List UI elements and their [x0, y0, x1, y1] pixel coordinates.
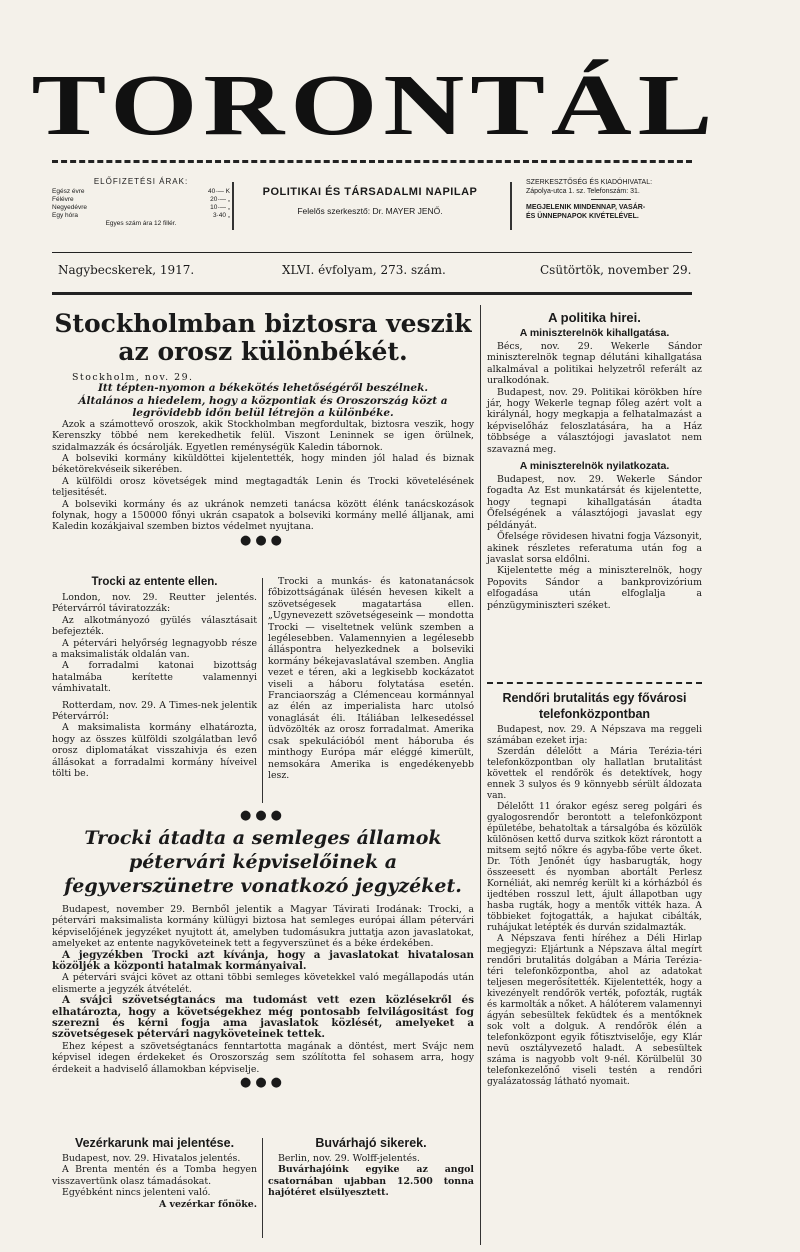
paragraph: A svájci szövetségtanács ma tudomást vett ezen közlésekről és elhatározta, hogy a követségekhez még pontosabb felvilágositást fog szerezni és kérni fogja ama javaslatok közlését, amelyeket a szövetségesek pétervári nagyköveteinek tettek.	[52, 994, 474, 1041]
dateline-issue: XLVI. évfolyam, 273. szám.	[282, 263, 446, 277]
politika-sub-2: A miniszterelnök nyilatkozata.	[519, 460, 670, 473]
paragraph: Bécs, nov. 29. Wekerle Sándor miniszterelnök tegnap délutáni kihallgatása alkalmával a politikai helyzetről referált az uralkodónak.	[487, 341, 702, 387]
paragraph: Kijelentette még a miniszterelnök, hogy Popovits Sándor a bankprovizórium elfogadása után elfoglalja a pénzügyminiszteri széket.	[487, 565, 702, 611]
main-subhead-2: Általános a hiedelem, hogy a központiak és Oroszország közt a legrövidebb időn belül létrejön a különbéke.	[78, 394, 448, 419]
paragraph: London, nov. 29. Reutter jelentés. Pétervárról táviratozzák:	[52, 592, 257, 615]
paragraph: Szerdán délelőtt a Mária Terézia-téri telefonközpontban oly hallatlan brutalitást követtek el rendőrök és detektívek, hogy ennek 3 sulyos és 9 könnyebb sérült áldozata van.	[487, 747, 702, 801]
article-trocki-note	[52, 826, 474, 1090]
buvarhajo-title: Buvárhajó sikerek.	[315, 1136, 427, 1150]
paragraph: Budapest, nov. 29. A Népszava ma reggeli számában ezeket irja:	[487, 725, 702, 746]
paragraph: Budapest, november 29. Bernből jelentik a Magyar Távirati Irodának: Trocki, a pétervári maksimalista kormány külügyi biztosa hat semleges európai állam pétervári képviselőjének jegyzéket nyujtott át, amelyben tudomásukra juttatja azon javaslatokat, amelyeket az entente nagyköveteinek tett a fegyverszünet és a béke érdekében.	[52, 904, 474, 950]
main-paragraph: A külföldi orosz követségek mind megtagadták Lenin és Trocki követelésének teljesitését.	[52, 475, 474, 499]
article-vezerkar	[52, 1136, 257, 1210]
single-issue-price: Egyes szám ára 12 fillér.	[105, 220, 177, 227]
publication-note: MEGJELENIK MINDENNAP, VASÁR-	[526, 204, 646, 211]
vezerkar-title: Vezérkarunk mai jelentése.	[74, 1136, 235, 1150]
main-byline: Stockholm, nov. 29.	[72, 372, 194, 383]
article-politika	[487, 310, 702, 611]
article-trocki-entente	[52, 576, 257, 780]
price-row: Negyedévre 10·— „	[52, 204, 230, 211]
paper-subtitle: POLITIKAI ÉS TÁRSADALMI NAPILAP	[262, 186, 478, 198]
politika-sub-1: A miniszterelnök kihallgatása.	[519, 327, 670, 339]
paragraph: Trocki a munkás- és katonatanácsok főbizottságának ülésén hevesen kikelt a szövetségesek magatartása ellen. „Ugynevezett szövetségeseink — mondotta Trocki — viseltetnek velünk szemben a legélesebben. Valamennyien a legélesebb álláspontra helyezkednek a bolseviki kormány békejavaslatával szemben. Anglia vezet e téren, aki a legkisebb kockázatot viseli a háboru folytatása esetén. Franciaország a Clémenceau kormánnyal az élén az imperialista harc utolsó vonaglását éli. Itáliában lelkesedéssel üdvözölték az orosz forradalmat. Amerika csak spekulációból ment háboruba és minthogy Európa már eléggé kimerült, nemsokára Amerika is engedékenyebb lesz.	[268, 576, 474, 781]
office-address: Zápolya-utca 1. sz. Telefonszám: 31.	[526, 188, 640, 195]
main-subhead-1: Itt tépten-nyomon a békekötés lehetőségéről beszélnek.	[97, 382, 429, 395]
section-ornament: ●●●	[239, 1075, 287, 1091]
article-rendori	[487, 690, 702, 1088]
section-ornament: ●●●	[239, 532, 287, 548]
paragraph: Berlin, nov. 29. Wolff-jelentés.	[278, 1153, 420, 1164]
column-divider	[480, 305, 481, 1245]
prices-heading: ELŐFIZETÉSI ÁRAK:	[93, 177, 189, 186]
divider	[510, 182, 512, 230]
paragraph: Budapest, nov. 29. Politikai körökben híre jár, hogy Wekerle tegnap főleg azért volt a királynál, hogy megkapja a felhatalmazást a képviselőház feloszlatására, ha a Ház többsége a választójogi javaslatot nem szavazná meg.	[487, 386, 702, 455]
subscription-prices	[52, 178, 230, 228]
price-row: Félévre 20·— „	[52, 196, 230, 203]
article-trocki-speech	[268, 576, 474, 781]
vezerkar-signature: A vezérkar főnöke.	[158, 1198, 257, 1210]
office-line: SZERKESZTŐSÉG ÉS KIADÓHIVATAL:	[526, 179, 653, 186]
paragraph: Buvárhajóink egyike az angol csatornában ujabban 12.500 tonna hajótéret elsülyesztett.	[268, 1164, 474, 1199]
price-row: Egész évre 40·— K	[52, 188, 230, 195]
paragraph: Egyébként nincs jelenteni való.	[62, 1187, 211, 1199]
paragraph: A pétervári svájci követ az ottani többi semleges követekkel való megállapodás után elismerte a jegyzék átvételét.	[52, 972, 474, 995]
paragraph: Ehez képest a szövetségtanács fenntartotta magának a döntést, mert Svájc nem képvisel idegen érdekeket és Oroszország sem szólította fel sohasem arra, hogy érdekeit a hadviselő államokban képviselje.	[52, 1040, 474, 1075]
publication-note-2: ÉS ÜNNEPNAPOK KIVÉTELÉVEL.	[526, 213, 639, 220]
article-buvarhajo	[268, 1136, 474, 1199]
main-article	[52, 310, 474, 548]
masthead-title: TORONTÁL	[31, 56, 719, 154]
trocki-note-headline: Trocki átadta a semleges államok pétervári képviselőinek a fegyverszünetre vonatkozó jegyzéket.	[64, 827, 462, 897]
paragraph: A jegyzékben Trocki azt kívánja, hogy a javaslatokat hivatalosan közöljék a központi hatalmak kormányaival.	[52, 948, 474, 973]
paragraph: A Népszava fenti híréhez a Déli Hirlap megjegyzi: Eljártunk a Népszava által megírt rendőri brutalitás dolgában a Mária Terézia-téri telefonközpontba, ahol az adatokat teljesen megerősítették. Kijelentették, hogy a kivezényelt rendőrök verték, pofozták, rugták és karmolták a nőket. A hálóterem valamennyi ágyán sebesültek feküdtek és a mentőknek sok volt a dolguk. A rendőrök élén a telefonközpont egyik főtisztviselője, egy Klár nevü osztályvezető haladt. A sebesültek száma is nagyobb volt 9-nél. Körülbelül 30 telefonkezelőnő viseli testén a rendőri gyalázatosság látható nyomait.	[487, 934, 702, 1087]
paragraph: Rotterdam, nov. 29. A Times-nek jelentik Pétervárról:	[52, 699, 257, 723]
section-ornament: ●●●	[239, 808, 287, 823]
dateline-place: Nagybecskerek, 1917.	[58, 263, 195, 277]
paragraph: A Brenta mentén és a Tomba hegyen visszavertünk olasz támadásokat.	[52, 1164, 257, 1187]
main-paragraph: A bolseviki kormány kiküldöttei kijelentették, hogy minden jól halad és biznak béketörekvéseik sikerében.	[52, 453, 474, 476]
dateline-day: Csütörtök, november 29.	[540, 263, 692, 277]
paragraph: Az alkotmányozó gyülés választásait befejezték.	[52, 614, 257, 638]
paragraph: Budapest, nov. 29. Wekerle Sándor fogadta Az Est munkatársát és kijelentette, hogy tegnapi kihallgatásán átadta Őfelségének a választójogi javaslat egy példányát.	[487, 474, 702, 531]
paper-subtitle-block	[240, 186, 500, 216]
price-row: Egy hóra 3·40 „	[52, 212, 230, 219]
paragraph: A maksimalista kormány elhatározta, hogy az összes külföldi szolgálatban levő orosz diplomatákat visszahivja és ezen állásokat a forradalmi kormány híveivel tölti be.	[52, 722, 257, 780]
politika-title: A politika hirei.	[548, 310, 641, 325]
editor-line: Felelős szerkesztő: Dr. MAYER JENŐ.	[297, 206, 443, 216]
paragraph: Délelőtt 11 órakor egész sereg polgári és gyalogosrendőr berontott a telefonközpont épületébe, behatoltak a társalgóba és közülök különösen kettő durva szitkok közt rárontott a mitsem sejtő nőkre és agyba-főbe verte őket. Dr. Tóth Jenőnét úgy hasbarugták, hogy összeesett és nyomban abortált Perlesz Kornéliát, aki nemrég került ki a kórházból és ijedtében rosszul lett, ájult állapotban ugy hasba rugták, hogy a mentők vitték haza. A többieket fojtogatták, a hajukat cibálták, ruhájukat letépték és durván szidalmazták.	[487, 802, 702, 933]
main-paragraph: A bolseviki kormány és az ukránok nemzeti tanácsa között élénk tanácskozások folynak, hogy a 150000 főnyi ukrán csapatok a bolseviki kormány mellé álljanak, ami Kaledin kozákjaival szemben biztos védelmet nyujtana.	[52, 498, 474, 533]
rendori-title: Rendőri brutalitás egy fővárosi telefonközpontban	[502, 691, 687, 721]
divider	[232, 182, 234, 230]
main-paragraph: Azok a számottevő oroszok, akik Stockholmban megfordultak, biztosra veszik, hogy Kerenszky többé nem kerekedhetik felül. Viszont Leninnek se igen örülnek, szidalmazzák és ócsárolják. Egyetlen reménységük Kaledin tábornok.	[52, 418, 474, 453]
paragraph: Őfelsége rövidesen hivatni fogja Vázsonyit, akinek részletes referatuma után fog a javaslat sorsa eldőlni.	[487, 531, 702, 565]
office-info	[526, 178, 696, 221]
main-headline: Stockholmban biztosra veszik az orosz különbékét.	[54, 309, 472, 366]
paragraph: Budapest, nov. 29. Hivatalos jelentés.	[62, 1153, 241, 1164]
masthead-rule	[52, 160, 692, 163]
paragraph: A pétervári helyőrség legnagyobb része a maksimalisták oldalán van.	[52, 637, 257, 661]
paragraph: A forradalmi katonai bizottság hatalmába kerítette valamennyi vámhivatalt.	[52, 660, 257, 695]
trocki-entente-title: Trocki az entente ellen.	[91, 576, 218, 588]
